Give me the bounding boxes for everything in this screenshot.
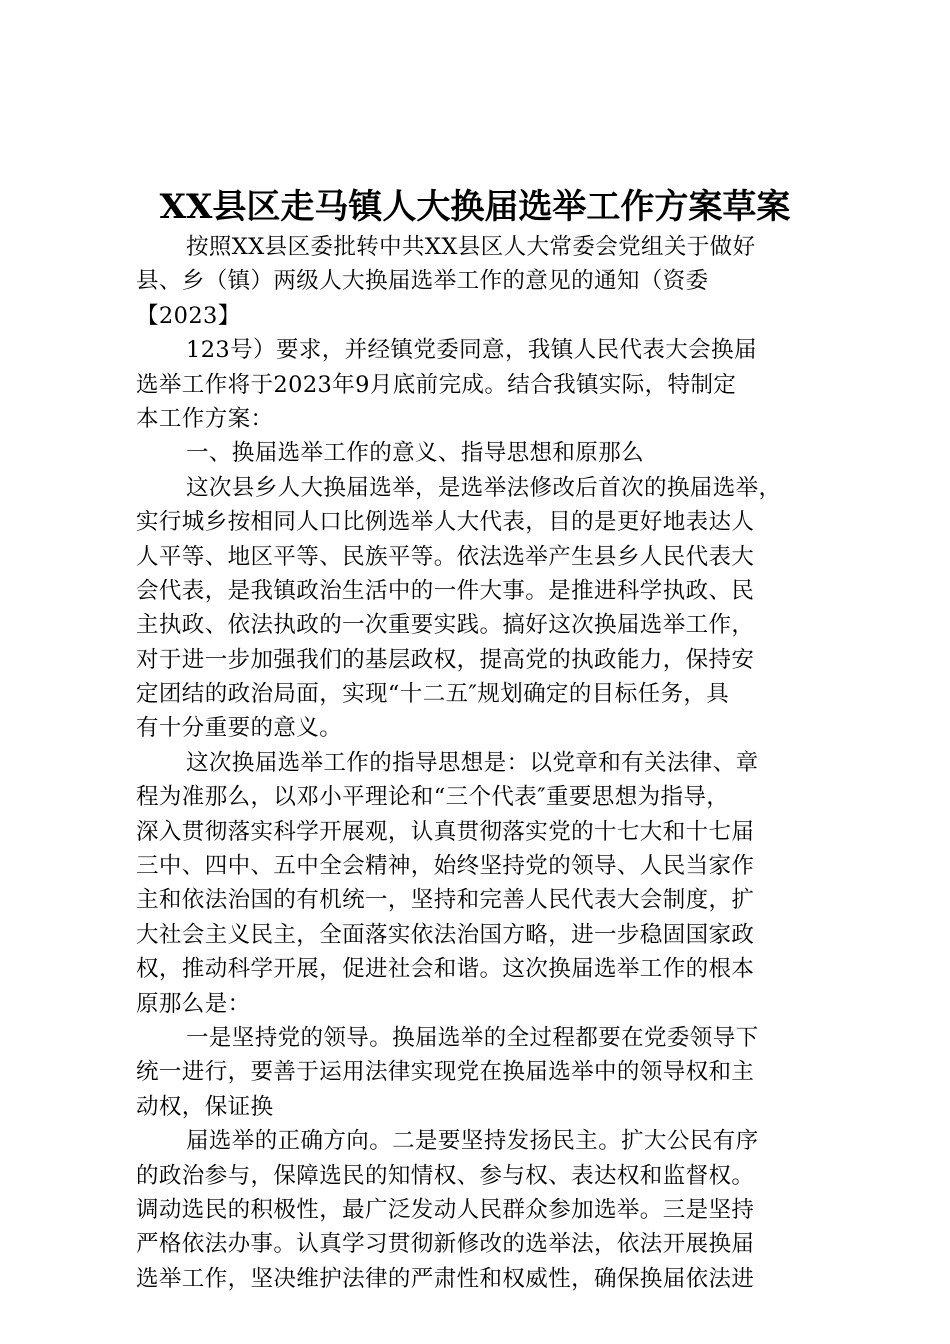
text-line: 程为准那么，以邓小平理论和“三个代表″重要思想为指导， [136,784,730,811]
text-line: 【2023】 [136,302,241,329]
text-line: 原那么是： [136,990,251,1017]
text-line: 123号）要求，并经镇党委同意，我镇人民代表大会换届 [186,337,757,364]
text-line: 一、换届选举工作的意义、指导思想和原那么 [186,440,645,467]
text-line: 三中、四中、五中全会精神，始终坚持党的领导、人民当家作 [136,853,755,880]
text-line: 选举工作，坚决维护法律的严肃性和权威性，确保换届依法进 [136,1265,755,1292]
text-line: 会代表，是我镇政治生活中的一件大事。是推进科学执政、民 [136,577,755,604]
text-line: 调动选民的积极性，最广泛发动人民群众参加选举。三是坚持 [136,1196,755,1223]
text-line: 选举工作将于2023年9月底前完成。结合我镇实际，特制定 [136,371,737,398]
text-line: 届选举的正确方向。二是要坚持发扬民主。扩大公民有序 [186,1128,759,1155]
text-line: 的政治参与，保障选民的知情权、参与权、表达权和监督权。 [136,1162,755,1189]
text-line: 定团结的政治局面，实现“十二五″规划确定的目标任务，具 [136,681,730,708]
text-line: 按照XX县区委批转中共XX县区人大常委会党组关于做好 [186,234,756,260]
text-line: 有十分重要的意义。 [136,715,343,742]
text-line: 深入贯彻落实科学开展观，认真贯彻落实党的十七大和十七届 [136,818,755,845]
text-line: 对于进一步加强我们的基层政权，提高党的执政能力，保持安 [136,646,755,673]
text-line: 大社会主义民主，全面落实依法治国方略，进一步稳固国家政 [136,921,755,948]
text-line: 一是坚持党的领导。换届选举的全过程都要在党委领导下 [186,1024,759,1051]
text-line: 人平等、地区平等、民族平等。依法选举产生县乡人民代表大 [136,543,755,570]
text-line: 这次换届选举工作的指导思想是：以党章和有关法律、章 [186,749,759,776]
text-line: 本工作方案： [136,405,274,432]
text-line: 动权，保证换 [136,1093,274,1120]
document-title: XX县区走马镇人大换届选举工作方案草案 [159,187,791,227]
text-line: 统一进行，要善于运用法律实现党在换届选举中的领导权和主 [136,1059,755,1086]
text-line: 严格依法办事。认真学习贯彻新修改的选举法，依法开展换届 [136,1231,755,1258]
text-line: 实行城乡按相同人口比例选举人大代表，目的是更好地表达人 [136,509,755,536]
document-body [136,230,836,1296]
text-line: 主执政、依法执政的一次重要实践。搞好这次换届选举工作， [136,612,755,639]
text-line: 县、乡（镇）两级人大换届选举工作的意见的通知（资委 [136,268,709,295]
text-line: 主和依法治国的有机统一，坚持和完善人民代表大会制度，扩 [136,887,755,914]
text-line: 这次县乡人大换届选举，是选举法修改后首次的换届选举， [186,474,782,501]
text-line: 权，推动科学开展，促进社会和谐。这次换届选举工作的根本 [136,956,755,983]
